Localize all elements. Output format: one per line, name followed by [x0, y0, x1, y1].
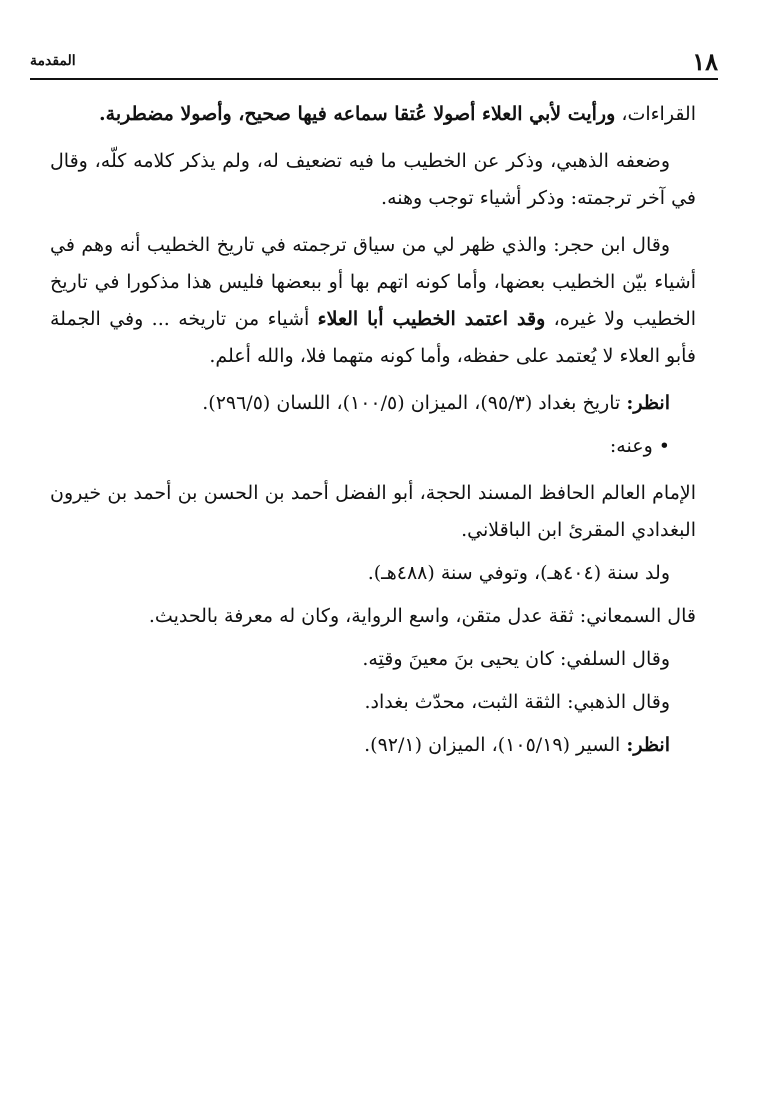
section-title: المقدمة — [30, 53, 76, 69]
reference-2 — [50, 727, 696, 764]
paragraph-2: وضعفه الذهبي، وذكر عن الخطيب ما فيه تضعيف له، ولم يذكر كلامه كلّه، وقال في آخر ترجمته: وذكر أشياء توجب وهنه. — [50, 150, 696, 209]
paragraph-3 — [50, 227, 696, 375]
bullet-heading: • وعنه: — [609, 435, 670, 457]
reference-1 — [50, 385, 696, 422]
salafi-quote: وقال السلفي: كان يحيى بنَ معينَ وقتِه. — [362, 648, 670, 670]
paragraph-3-text-start: وقال ابن حجر: والذي ظهر لي من سياق ترجمته في تاريخ الخطيب أنه وهم في أشياء بيّن الخطيب بعضها، وأما كونه اتهم بها أو ببعضها فليس هذا مذكورا في تاريخ الخطيب ولا غيره، — [50, 234, 697, 330]
reference-1-text: تاريخ بغداد (٩٥/٣)، الميزان (١٠٠/٥)، اللسان (٢٩٦/٥). — [202, 392, 627, 414]
samani-quote: قال السمعاني: ثقة عدل متقن، واسع الرواية، وكان له معرفة بالحديث. — [148, 605, 696, 627]
paragraph-1 — [50, 96, 696, 133]
paragraph-1-text: القراءات، — [615, 103, 696, 125]
paragraph-3-bold-text: وقد اعتمد الخطيب أبا العلاء — [317, 308, 546, 330]
page-number: ١٨ — [692, 47, 718, 76]
birth-death-line: ولد سنة (٤٠٤هـ)، وتوفي سنة (٤٨٨هـ). — [367, 562, 670, 584]
reference-1-label: انظر: — [626, 392, 670, 414]
paragraph-6: الإمام العالم الحافظ المسند الحجة، أبو الفضل أحمد بن الحسن بن أحمد بن خيرون البغدادي المقرئ ابن الباقلاني. — [50, 482, 696, 541]
dhahabi-quote: وقال الذهبي: الثقة الثبت، محدّث بغداد. — [364, 691, 670, 713]
paragraph-3-text-end: أشياء من تاريخه ... وفي الجملة فأبو العلاء لا يُعتمد على حفظه، وأما كونه متهما فلا، والله أعلم. — [50, 308, 696, 367]
header-rule — [30, 78, 718, 80]
paragraph-1-bold-text: ورأيت لأبي العلاء أصولا عُتقا سماعه فيها صحيح، وأصولا مضطربة. — [99, 103, 616, 125]
page-header — [30, 44, 718, 76]
reference-2-label: انظر: — [626, 734, 670, 756]
page-body — [50, 96, 696, 764]
reference-2-text: السير (١٠٥/١٩)، الميزان (٩٢/١). — [364, 734, 627, 756]
